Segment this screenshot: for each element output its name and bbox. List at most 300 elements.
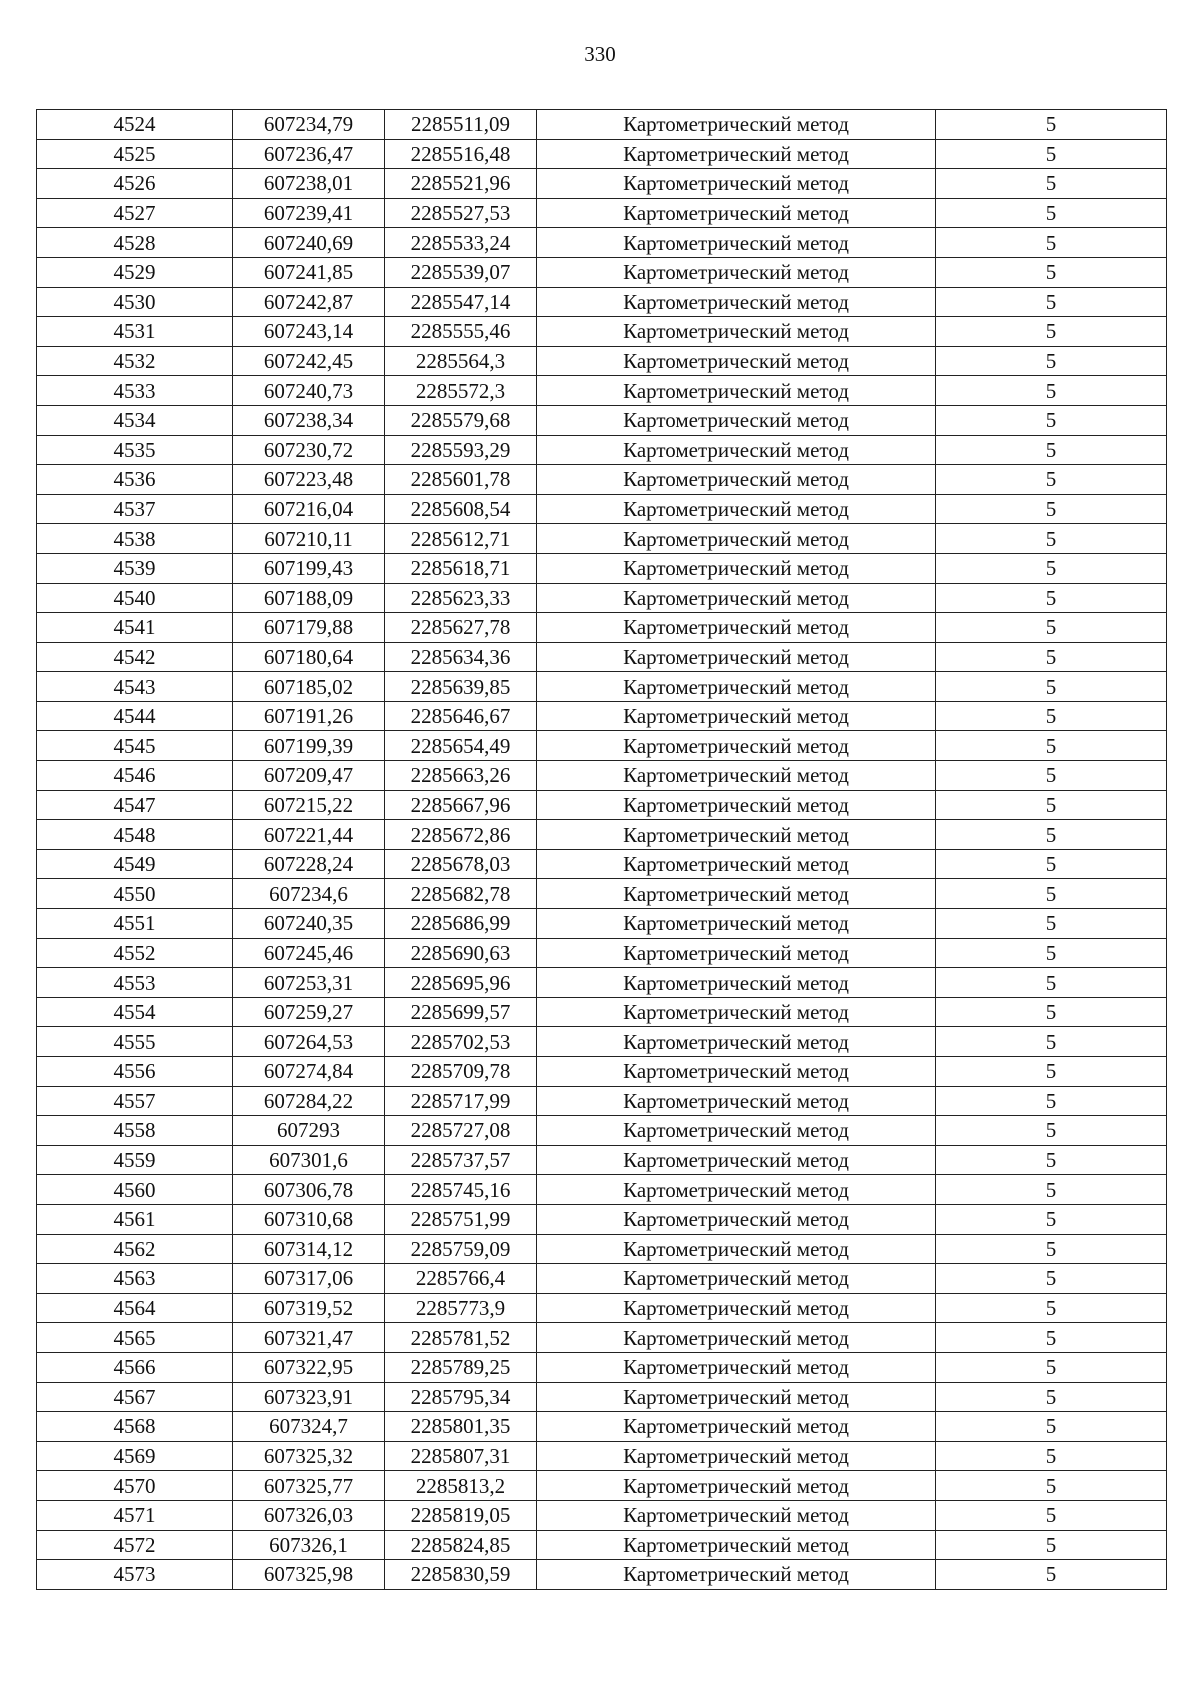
method-cell: Картометрический метод — [537, 1264, 936, 1294]
table-row — [37, 1145, 1167, 1175]
x-coordinate-cell: 607240,35 — [233, 909, 385, 939]
x-coordinate-cell: 607314,12 — [233, 1234, 385, 1264]
method-cell: Картометрический метод — [537, 672, 936, 702]
x-coordinate-cell: 607319,52 — [233, 1293, 385, 1323]
x-coordinate-cell: 607322,95 — [233, 1352, 385, 1382]
method-cell: Картометрический метод — [537, 761, 936, 791]
coordinates-table-body — [37, 110, 1167, 1590]
x-coordinate-cell: 607325,77 — [233, 1471, 385, 1501]
table-row — [37, 139, 1167, 169]
table-row — [37, 110, 1167, 140]
point-number-cell: 4563 — [37, 1264, 233, 1294]
accuracy-cell: 5 — [936, 1116, 1167, 1146]
accuracy-cell: 5 — [936, 879, 1167, 909]
x-coordinate-cell: 607317,06 — [233, 1264, 385, 1294]
accuracy-cell: 5 — [936, 1027, 1167, 1057]
point-number-cell: 4531 — [37, 317, 233, 347]
point-number-cell: 4542 — [37, 642, 233, 672]
point-number-cell: 4526 — [37, 169, 233, 199]
x-coordinate-cell: 607264,53 — [233, 1027, 385, 1057]
method-cell: Картометрический метод — [537, 790, 936, 820]
point-number-cell: 4539 — [37, 553, 233, 583]
point-number-cell: 4560 — [37, 1175, 233, 1205]
point-number-cell: 4569 — [37, 1441, 233, 1471]
table-row — [37, 820, 1167, 850]
table-row — [37, 376, 1167, 406]
accuracy-cell: 5 — [936, 761, 1167, 791]
point-number-cell: 4565 — [37, 1323, 233, 1353]
method-cell: Картометрический метод — [537, 613, 936, 643]
point-number-cell: 4564 — [37, 1293, 233, 1323]
y-coordinate-cell: 2285533,24 — [385, 228, 537, 258]
accuracy-cell: 5 — [936, 1086, 1167, 1116]
table-row — [37, 465, 1167, 495]
point-number-cell: 4544 — [37, 701, 233, 731]
y-coordinate-cell: 2285663,26 — [385, 761, 537, 791]
accuracy-cell: 5 — [936, 1352, 1167, 1382]
point-number-cell: 4534 — [37, 405, 233, 435]
x-coordinate-cell: 607210,11 — [233, 524, 385, 554]
accuracy-cell: 5 — [936, 790, 1167, 820]
y-coordinate-cell: 2285702,53 — [385, 1027, 537, 1057]
x-coordinate-cell: 607326,1 — [233, 1530, 385, 1560]
table-row — [37, 642, 1167, 672]
x-coordinate-cell: 607243,14 — [233, 317, 385, 347]
method-cell: Картометрический метод — [537, 1441, 936, 1471]
y-coordinate-cell: 2285564,3 — [385, 346, 537, 376]
method-cell: Картометрический метод — [537, 1027, 936, 1057]
accuracy-cell: 5 — [936, 346, 1167, 376]
point-number-cell: 4549 — [37, 849, 233, 879]
point-number-cell: 4561 — [37, 1204, 233, 1234]
accuracy-cell: 5 — [936, 317, 1167, 347]
method-cell: Картометрический метод — [537, 997, 936, 1027]
x-coordinate-cell: 607223,48 — [233, 465, 385, 495]
x-coordinate-cell: 607228,24 — [233, 849, 385, 879]
table-row — [37, 1530, 1167, 1560]
y-coordinate-cell: 2285608,54 — [385, 494, 537, 524]
accuracy-cell: 5 — [936, 169, 1167, 199]
point-number-cell: 4530 — [37, 287, 233, 317]
accuracy-cell: 5 — [936, 1382, 1167, 1412]
table-row — [37, 1471, 1167, 1501]
table-row — [37, 1352, 1167, 1382]
y-coordinate-cell: 2285516,48 — [385, 139, 537, 169]
method-cell: Картометрический метод — [537, 198, 936, 228]
x-coordinate-cell: 607301,6 — [233, 1145, 385, 1175]
page-number: 330 — [584, 42, 616, 66]
table-row — [37, 731, 1167, 761]
accuracy-cell: 5 — [936, 968, 1167, 998]
method-cell: Картометрический метод — [537, 1352, 936, 1382]
table-row — [37, 169, 1167, 199]
y-coordinate-cell: 2285682,78 — [385, 879, 537, 909]
method-cell: Картометрический метод — [537, 938, 936, 968]
accuracy-cell: 5 — [936, 198, 1167, 228]
method-cell: Картометрический метод — [537, 1086, 936, 1116]
point-number-cell: 4527 — [37, 198, 233, 228]
point-number-cell: 4556 — [37, 1057, 233, 1087]
accuracy-cell: 5 — [936, 257, 1167, 287]
x-coordinate-cell: 607185,02 — [233, 672, 385, 702]
table-row — [37, 405, 1167, 435]
y-coordinate-cell: 2285612,71 — [385, 524, 537, 554]
method-cell: Картометрический метод — [537, 435, 936, 465]
point-number-cell: 4567 — [37, 1382, 233, 1412]
table-row — [37, 1204, 1167, 1234]
accuracy-cell: 5 — [936, 731, 1167, 761]
table-row — [37, 761, 1167, 791]
y-coordinate-cell: 2285690,63 — [385, 938, 537, 968]
accuracy-cell: 5 — [936, 465, 1167, 495]
accuracy-cell: 5 — [936, 1412, 1167, 1442]
method-cell: Картометрический метод — [537, 1116, 936, 1146]
y-coordinate-cell: 2285593,29 — [385, 435, 537, 465]
table-row — [37, 849, 1167, 879]
accuracy-cell: 5 — [936, 1264, 1167, 1294]
accuracy-cell: 5 — [936, 701, 1167, 731]
point-number-cell: 4543 — [37, 672, 233, 702]
y-coordinate-cell: 2285745,16 — [385, 1175, 537, 1205]
x-coordinate-cell: 607239,41 — [233, 198, 385, 228]
table-row — [37, 1293, 1167, 1323]
accuracy-cell: 5 — [936, 849, 1167, 879]
y-coordinate-cell: 2285618,71 — [385, 553, 537, 583]
method-cell: Картометрический метод — [537, 465, 936, 495]
x-coordinate-cell: 607221,44 — [233, 820, 385, 850]
point-number-cell: 4566 — [37, 1352, 233, 1382]
method-cell: Картометрический метод — [537, 642, 936, 672]
table-row — [37, 287, 1167, 317]
y-coordinate-cell: 2285801,35 — [385, 1412, 537, 1442]
point-number-cell: 4548 — [37, 820, 233, 850]
y-coordinate-cell: 2285646,67 — [385, 701, 537, 731]
table-row — [37, 228, 1167, 258]
y-coordinate-cell: 2285527,53 — [385, 198, 537, 228]
y-coordinate-cell: 2285773,9 — [385, 1293, 537, 1323]
x-coordinate-cell: 607274,84 — [233, 1057, 385, 1087]
accuracy-cell: 5 — [936, 672, 1167, 702]
y-coordinate-cell: 2285678,03 — [385, 849, 537, 879]
y-coordinate-cell: 2285634,36 — [385, 642, 537, 672]
y-coordinate-cell: 2285654,49 — [385, 731, 537, 761]
point-number-cell: 4555 — [37, 1027, 233, 1057]
x-coordinate-cell: 607188,09 — [233, 583, 385, 613]
x-coordinate-cell: 607324,7 — [233, 1412, 385, 1442]
y-coordinate-cell: 2285521,96 — [385, 169, 537, 199]
table-row — [37, 879, 1167, 909]
point-number-cell: 4573 — [37, 1560, 233, 1590]
y-coordinate-cell: 2285623,33 — [385, 583, 537, 613]
y-coordinate-cell: 2285759,09 — [385, 1234, 537, 1264]
point-number-cell: 4540 — [37, 583, 233, 613]
x-coordinate-cell: 607241,85 — [233, 257, 385, 287]
accuracy-cell: 5 — [936, 938, 1167, 968]
table-row — [37, 1116, 1167, 1146]
method-cell: Картометрический метод — [537, 317, 936, 347]
y-coordinate-cell: 2285539,07 — [385, 257, 537, 287]
method-cell: Картометрический метод — [537, 731, 936, 761]
point-number-cell: 4553 — [37, 968, 233, 998]
method-cell: Картометрический метод — [537, 376, 936, 406]
point-number-cell: 4572 — [37, 1530, 233, 1560]
table-row — [37, 613, 1167, 643]
x-coordinate-cell: 607209,47 — [233, 761, 385, 791]
method-cell: Картометрический метод — [537, 228, 936, 258]
y-coordinate-cell: 2285639,85 — [385, 672, 537, 702]
point-number-cell: 4529 — [37, 257, 233, 287]
y-coordinate-cell: 2285737,57 — [385, 1145, 537, 1175]
accuracy-cell: 5 — [936, 1145, 1167, 1175]
x-coordinate-cell: 607234,6 — [233, 879, 385, 909]
y-coordinate-cell: 2285667,96 — [385, 790, 537, 820]
method-cell: Картометрический метод — [537, 968, 936, 998]
x-coordinate-cell: 607325,32 — [233, 1441, 385, 1471]
accuracy-cell: 5 — [936, 435, 1167, 465]
table-row — [37, 790, 1167, 820]
y-coordinate-cell: 2285789,25 — [385, 1352, 537, 1382]
accuracy-cell: 5 — [936, 1530, 1167, 1560]
x-coordinate-cell: 607234,79 — [233, 110, 385, 140]
accuracy-cell: 5 — [936, 1323, 1167, 1353]
x-coordinate-cell: 607199,43 — [233, 553, 385, 583]
accuracy-cell: 5 — [936, 642, 1167, 672]
point-number-cell: 4528 — [37, 228, 233, 258]
x-coordinate-cell: 607321,47 — [233, 1323, 385, 1353]
method-cell: Картометрический метод — [537, 346, 936, 376]
table-row — [37, 1382, 1167, 1412]
table-row — [37, 553, 1167, 583]
y-coordinate-cell: 2285709,78 — [385, 1057, 537, 1087]
method-cell: Картометрический метод — [537, 494, 936, 524]
y-coordinate-cell: 2285830,59 — [385, 1560, 537, 1590]
point-number-cell: 4537 — [37, 494, 233, 524]
point-number-cell: 4535 — [37, 435, 233, 465]
accuracy-cell: 5 — [936, 909, 1167, 939]
method-cell: Картометрический метод — [537, 849, 936, 879]
accuracy-cell: 5 — [936, 1500, 1167, 1530]
point-number-cell: 4533 — [37, 376, 233, 406]
x-coordinate-cell: 607326,03 — [233, 1500, 385, 1530]
point-number-cell: 4557 — [37, 1086, 233, 1116]
method-cell: Картометрический метод — [537, 1204, 936, 1234]
method-cell: Картометрический метод — [537, 405, 936, 435]
table-row — [37, 583, 1167, 613]
point-number-cell: 4562 — [37, 1234, 233, 1264]
point-number-cell: 4541 — [37, 613, 233, 643]
accuracy-cell: 5 — [936, 1057, 1167, 1087]
table-row — [37, 494, 1167, 524]
y-coordinate-cell: 2285695,96 — [385, 968, 537, 998]
method-cell: Картометрический метод — [537, 1057, 936, 1087]
accuracy-cell: 5 — [936, 1560, 1167, 1590]
point-number-cell: 4546 — [37, 761, 233, 791]
x-coordinate-cell: 607323,91 — [233, 1382, 385, 1412]
y-coordinate-cell: 2285766,4 — [385, 1264, 537, 1294]
x-coordinate-cell: 607242,45 — [233, 346, 385, 376]
accuracy-cell: 5 — [936, 553, 1167, 583]
point-number-cell: 4525 — [37, 139, 233, 169]
method-cell: Картометрический метод — [537, 583, 936, 613]
point-number-cell: 4532 — [37, 346, 233, 376]
method-cell: Картометрический метод — [537, 257, 936, 287]
table-row — [37, 1234, 1167, 1264]
x-coordinate-cell: 607284,22 — [233, 1086, 385, 1116]
x-coordinate-cell: 607238,01 — [233, 169, 385, 199]
accuracy-cell: 5 — [936, 1441, 1167, 1471]
x-coordinate-cell: 607242,87 — [233, 287, 385, 317]
method-cell: Картометрический метод — [537, 1471, 936, 1501]
accuracy-cell: 5 — [936, 1234, 1167, 1264]
x-coordinate-cell: 607310,68 — [233, 1204, 385, 1234]
method-cell: Картометрический метод — [537, 909, 936, 939]
point-number-cell: 4554 — [37, 997, 233, 1027]
x-coordinate-cell: 607293 — [233, 1116, 385, 1146]
y-coordinate-cell: 2285555,46 — [385, 317, 537, 347]
accuracy-cell: 5 — [936, 1175, 1167, 1205]
x-coordinate-cell: 607191,26 — [233, 701, 385, 731]
x-coordinate-cell: 607179,88 — [233, 613, 385, 643]
y-coordinate-cell: 2285819,05 — [385, 1500, 537, 1530]
y-coordinate-cell: 2285601,78 — [385, 465, 537, 495]
point-number-cell: 4570 — [37, 1471, 233, 1501]
method-cell: Картометрический метод — [537, 110, 936, 140]
y-coordinate-cell: 2285727,08 — [385, 1116, 537, 1146]
method-cell: Картометрический метод — [537, 553, 936, 583]
table-row — [37, 672, 1167, 702]
point-number-cell: 4545 — [37, 731, 233, 761]
x-coordinate-cell: 607230,72 — [233, 435, 385, 465]
point-number-cell: 4571 — [37, 1500, 233, 1530]
point-number-cell: 4550 — [37, 879, 233, 909]
table-row — [37, 968, 1167, 998]
method-cell: Картометрический метод — [537, 1382, 936, 1412]
method-cell: Картометрический метод — [537, 879, 936, 909]
table-row — [37, 1500, 1167, 1530]
table-row — [37, 1175, 1167, 1205]
coordinates-table — [36, 109, 1167, 1590]
accuracy-cell: 5 — [936, 820, 1167, 850]
x-coordinate-cell: 607180,64 — [233, 642, 385, 672]
accuracy-cell: 5 — [936, 583, 1167, 613]
method-cell: Картометрический метод — [537, 1234, 936, 1264]
x-coordinate-cell: 607253,31 — [233, 968, 385, 998]
method-cell: Картометрический метод — [537, 287, 936, 317]
table-row — [37, 1027, 1167, 1057]
y-coordinate-cell: 2285699,57 — [385, 997, 537, 1027]
method-cell: Картометрический метод — [537, 701, 936, 731]
y-coordinate-cell: 2285807,31 — [385, 1441, 537, 1471]
y-coordinate-cell: 2285781,52 — [385, 1323, 537, 1353]
y-coordinate-cell: 2285813,2 — [385, 1471, 537, 1501]
table-row — [37, 1323, 1167, 1353]
point-number-cell: 4536 — [37, 465, 233, 495]
accuracy-cell: 5 — [936, 524, 1167, 554]
table-row — [37, 524, 1167, 554]
table-row — [37, 1057, 1167, 1087]
table-row — [37, 1086, 1167, 1116]
x-coordinate-cell: 607238,34 — [233, 405, 385, 435]
y-coordinate-cell: 2285795,34 — [385, 1382, 537, 1412]
x-coordinate-cell: 607236,47 — [233, 139, 385, 169]
y-coordinate-cell: 2285824,85 — [385, 1530, 537, 1560]
point-number-cell: 4558 — [37, 1116, 233, 1146]
accuracy-cell: 5 — [936, 1471, 1167, 1501]
method-cell: Картометрический метод — [537, 1323, 936, 1353]
accuracy-cell: 5 — [936, 405, 1167, 435]
y-coordinate-cell: 2285672,86 — [385, 820, 537, 850]
x-coordinate-cell: 607245,46 — [233, 938, 385, 968]
method-cell: Картометрический метод — [537, 1293, 936, 1323]
table-row — [37, 435, 1167, 465]
y-coordinate-cell: 2285579,68 — [385, 405, 537, 435]
point-number-cell: 4559 — [37, 1145, 233, 1175]
accuracy-cell: 5 — [936, 1204, 1167, 1234]
table-row — [37, 257, 1167, 287]
accuracy-cell: 5 — [936, 287, 1167, 317]
table-row — [37, 701, 1167, 731]
accuracy-cell: 5 — [936, 110, 1167, 140]
table-row — [37, 1412, 1167, 1442]
method-cell: Картометрический метод — [537, 169, 936, 199]
accuracy-cell: 5 — [936, 494, 1167, 524]
method-cell: Картометрический метод — [537, 1500, 936, 1530]
accuracy-cell: 5 — [936, 613, 1167, 643]
method-cell: Картометрический метод — [537, 1530, 936, 1560]
accuracy-cell: 5 — [936, 1293, 1167, 1323]
point-number-cell: 4552 — [37, 938, 233, 968]
method-cell: Картометрический метод — [537, 1145, 936, 1175]
method-cell: Картометрический метод — [537, 139, 936, 169]
x-coordinate-cell: 607240,73 — [233, 376, 385, 406]
accuracy-cell: 5 — [936, 228, 1167, 258]
table-row — [37, 346, 1167, 376]
point-number-cell: 4568 — [37, 1412, 233, 1442]
accuracy-cell: 5 — [936, 997, 1167, 1027]
y-coordinate-cell: 2285572,3 — [385, 376, 537, 406]
point-number-cell: 4547 — [37, 790, 233, 820]
table-row — [37, 909, 1167, 939]
method-cell: Картометрический метод — [537, 524, 936, 554]
method-cell: Картометрический метод — [537, 820, 936, 850]
table-row — [37, 997, 1167, 1027]
y-coordinate-cell: 2285511,09 — [385, 110, 537, 140]
x-coordinate-cell: 607215,22 — [233, 790, 385, 820]
x-coordinate-cell: 607199,39 — [233, 731, 385, 761]
y-coordinate-cell: 2285717,99 — [385, 1086, 537, 1116]
accuracy-cell: 5 — [936, 376, 1167, 406]
x-coordinate-cell: 607216,04 — [233, 494, 385, 524]
table-row — [37, 198, 1167, 228]
method-cell: Картометрический метод — [537, 1175, 936, 1205]
table-row — [37, 1560, 1167, 1590]
y-coordinate-cell: 2285751,99 — [385, 1204, 537, 1234]
y-coordinate-cell: 2285627,78 — [385, 613, 537, 643]
table-row — [37, 317, 1167, 347]
point-number-cell: 4551 — [37, 909, 233, 939]
x-coordinate-cell: 607240,69 — [233, 228, 385, 258]
table-row — [37, 1264, 1167, 1294]
x-coordinate-cell: 607306,78 — [233, 1175, 385, 1205]
accuracy-cell: 5 — [936, 139, 1167, 169]
y-coordinate-cell: 2285686,99 — [385, 909, 537, 939]
table-row — [37, 938, 1167, 968]
point-number-cell: 4524 — [37, 110, 233, 140]
method-cell: Картометрический метод — [537, 1412, 936, 1442]
table-row — [37, 1441, 1167, 1471]
point-number-cell: 4538 — [37, 524, 233, 554]
y-coordinate-cell: 2285547,14 — [385, 287, 537, 317]
